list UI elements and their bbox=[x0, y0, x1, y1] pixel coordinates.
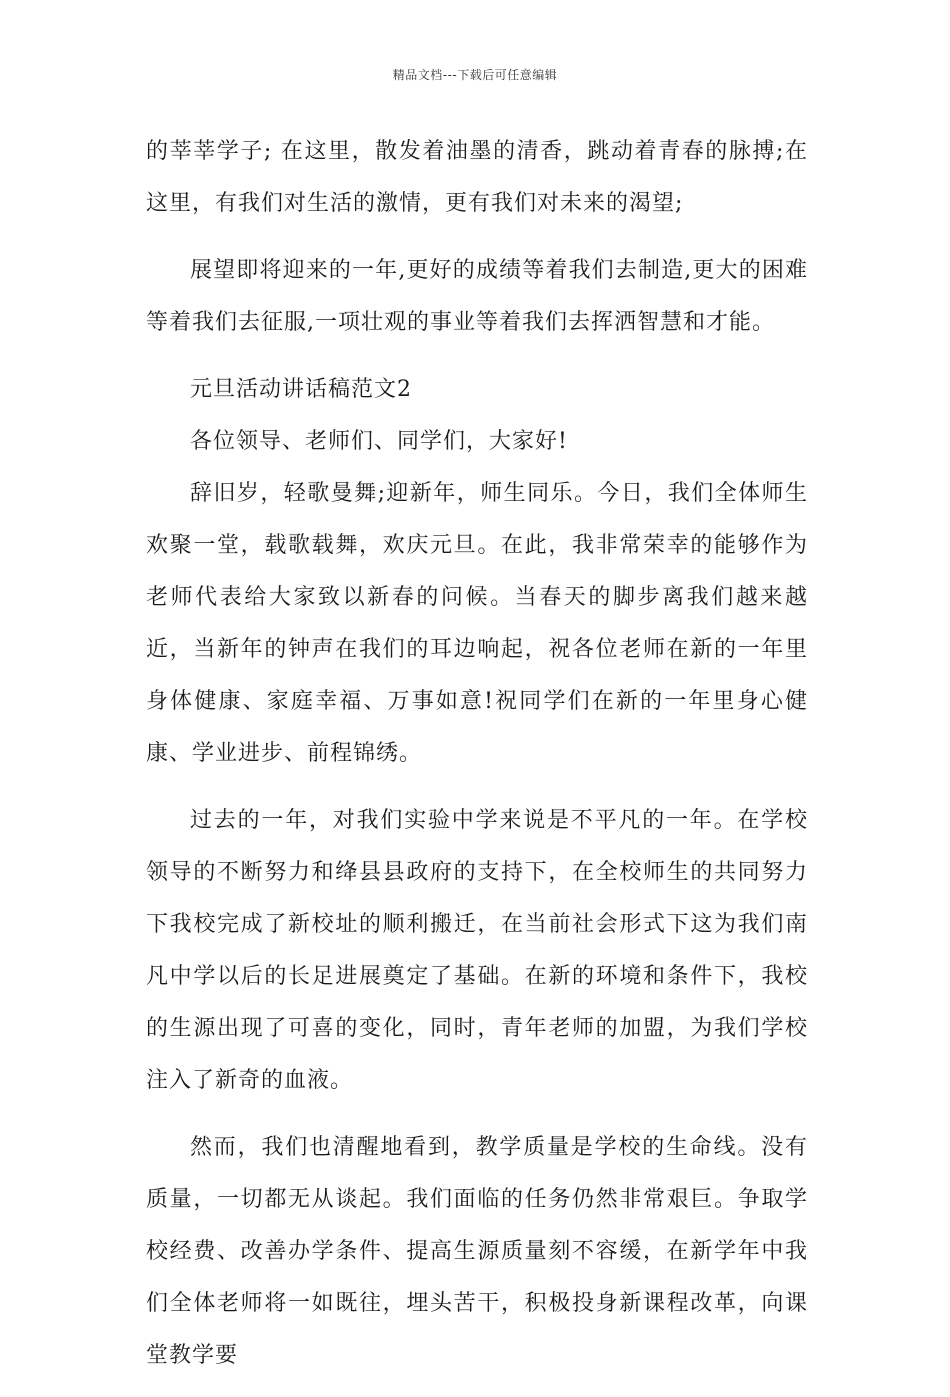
section-title: 元旦活动讲话稿范文2 bbox=[190, 377, 412, 402]
paragraph: 过去的一年，对我们实验中学来说是不平凡的一年。在学校领导的不断努力和绛县县政府的支持下，在全校师生的共同努力下我校完成了新校址的顺利搬迁，在当前社会形式下这为我们南凡中学以后的长足进展奠定了基础。在新的环境和条件下，我校的生源出现了可喜的变化，同时，青年老师的加盟，为我们学校注入了新奇的血液。 bbox=[146, 808, 808, 1093]
paragraph: 辞旧岁，轻歌曼舞;迎新年，师生同乐。今日，我们全体师生欢聚一堂，载歌载舞，欢庆元旦。在此，我非常荣幸的能够作为老师代表给大家致以新春的问候。当春天的脚步离我们越来越近，当新年的钟声在我们的耳边响起，祝各位老师在新的一年里身体健康、家庭幸福、万事如意!祝同学们在新的一年里身心健康、学业进步、前程锦绣。 bbox=[146, 481, 808, 766]
paragraph: 然而，我们也清醒地看到，教学质量是学校的生命线。没有质量，一切都无从谈起。我们面临的任务仍然非常艰巨。争取学校经费、改善办学条件、提高生源质量刻不容缓，在新学年中我们全体老师将一如既往，埋头苦干，积极投身新课程改革，向课堂教学要 bbox=[146, 1135, 808, 1368]
page-header: 精品文档---下载后可任意编辑 bbox=[392, 68, 558, 82]
paragraph: 展望即将迎来的一年,更好的成绩等着我们去制造,更大的困难等着我们去征服,一项壮观的事业等着我们去挥洒智慧和才能。 bbox=[146, 258, 808, 335]
paragraph-continuation: 的莘莘学子; 在这里，散发着油墨的清香，跳动着青春的脉搏;在这里，有我们对生活的激情，更有我们对未来的渴望; bbox=[146, 139, 808, 216]
document-body bbox=[146, 126, 808, 1397]
salutation: 各位领导、老师们、同学们，大家好! bbox=[190, 429, 568, 454]
